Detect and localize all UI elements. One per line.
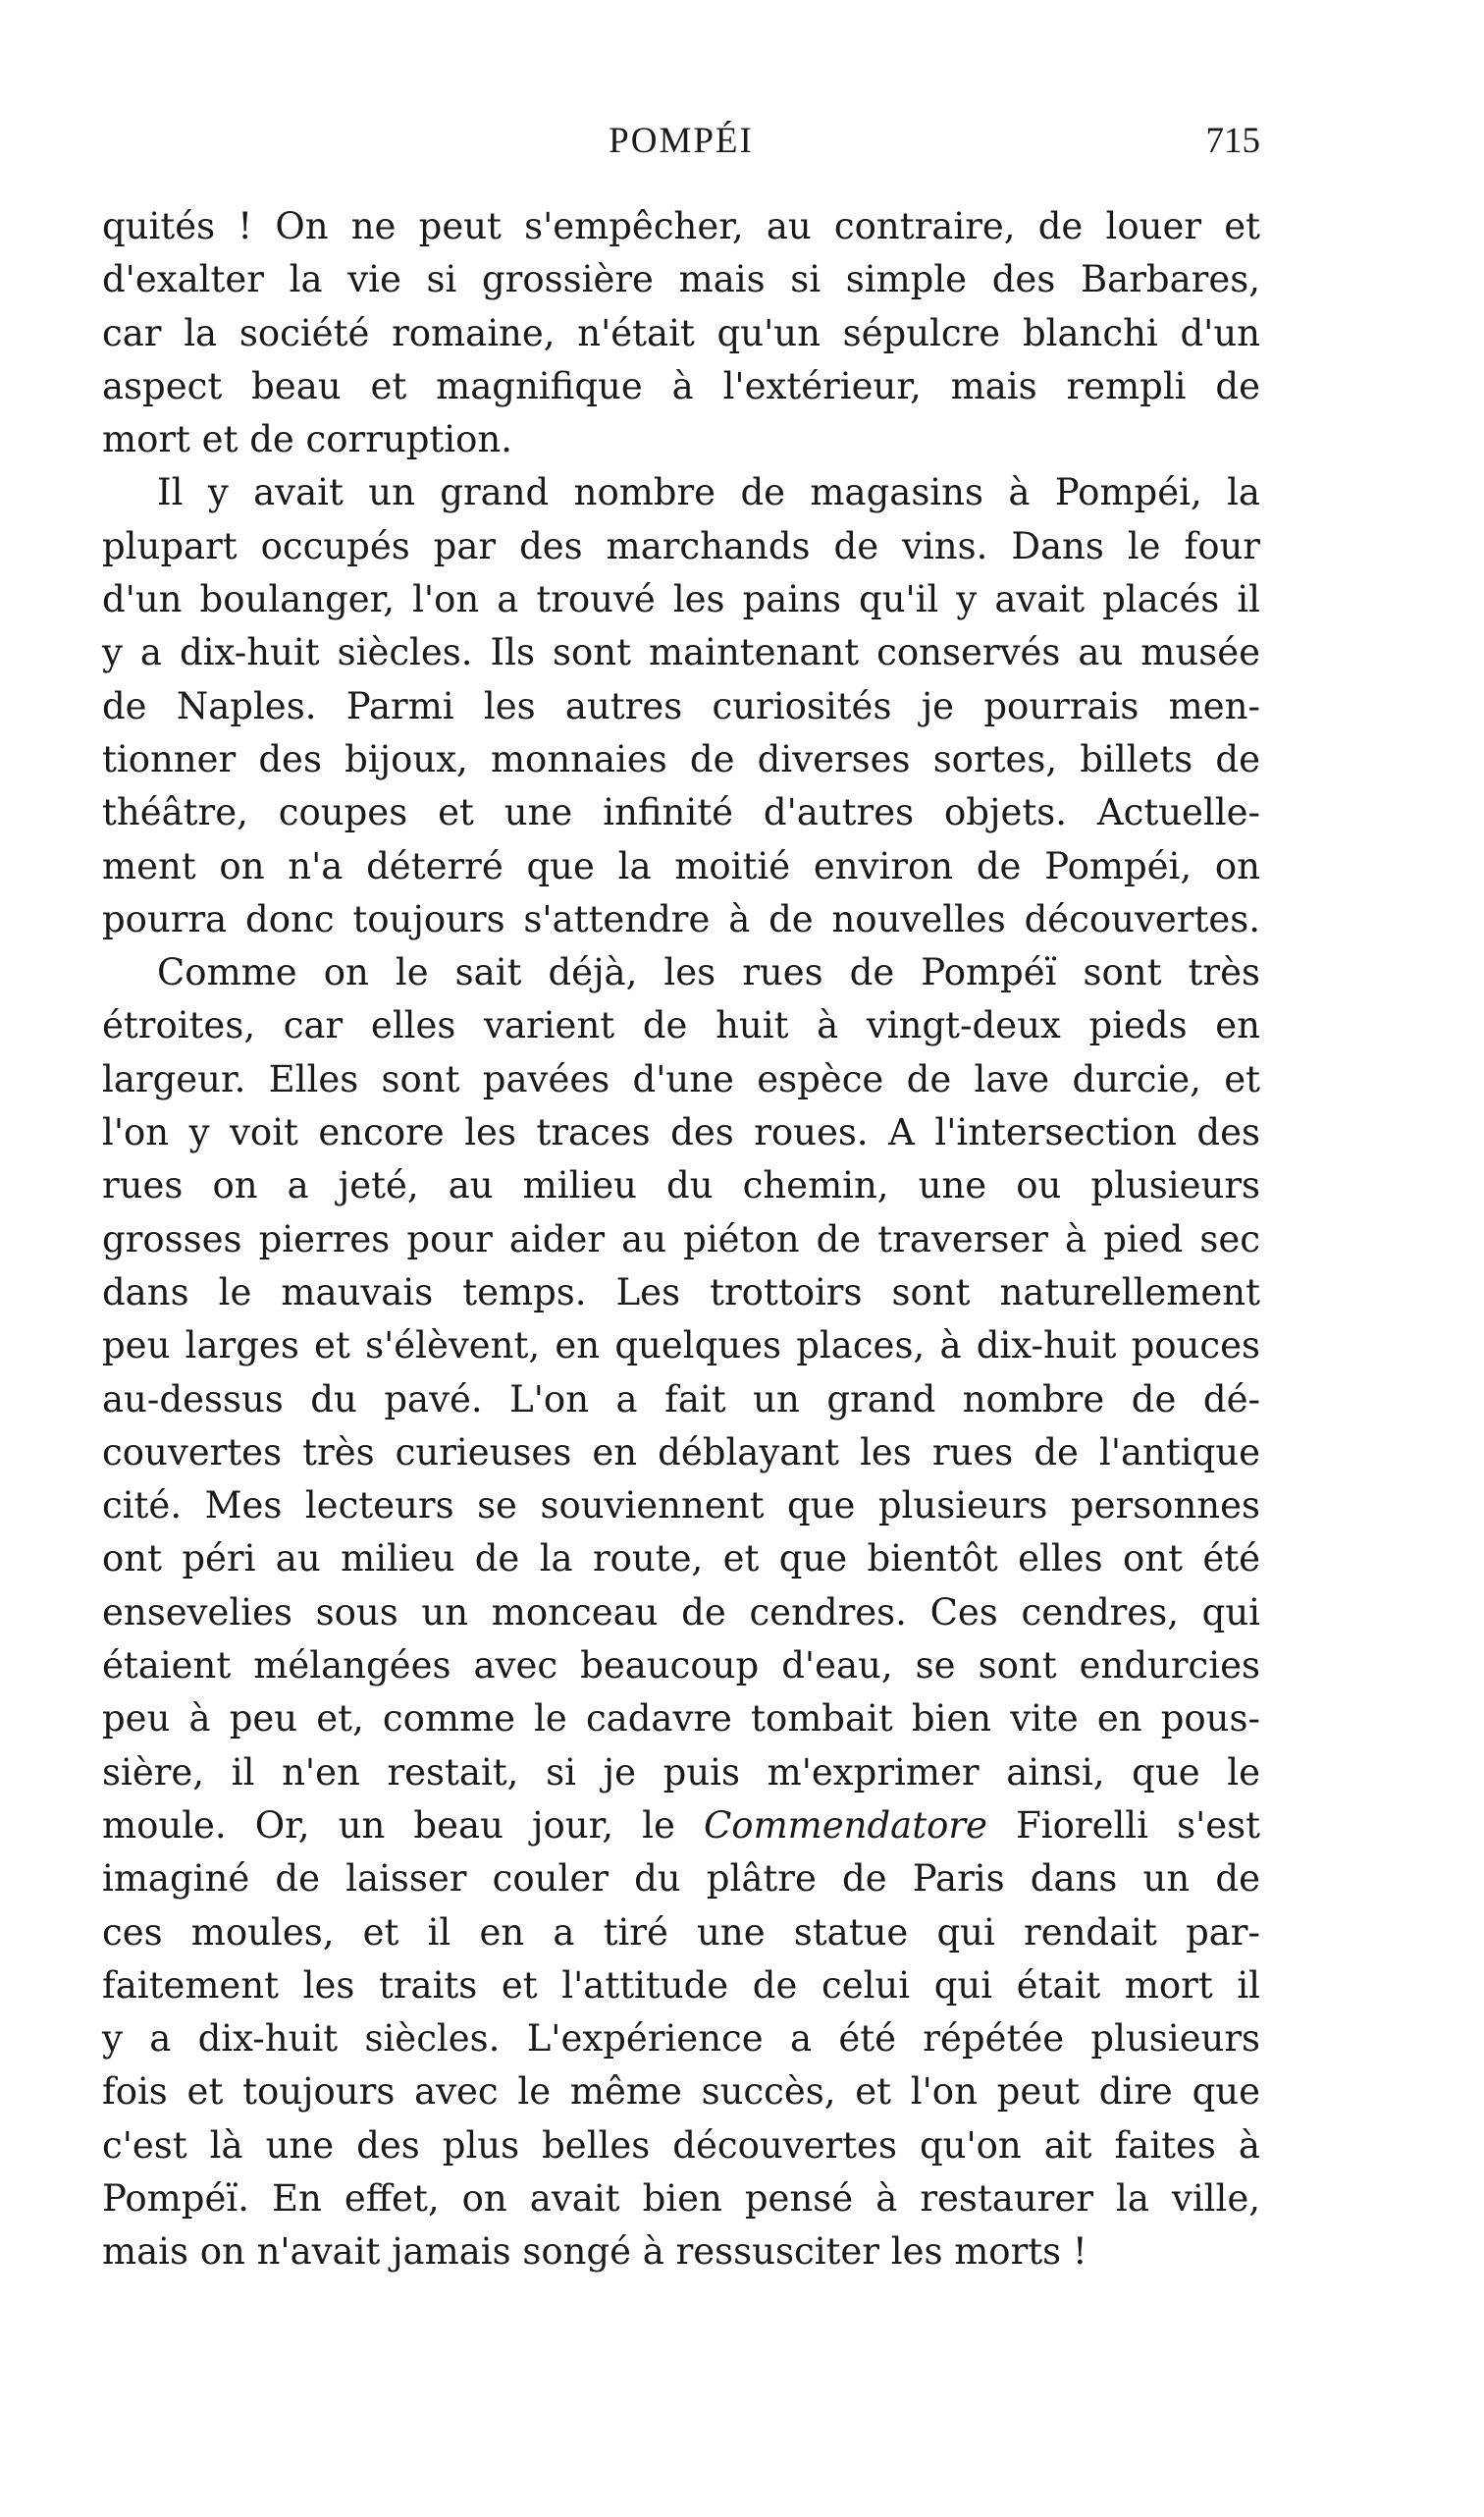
- text-line: d'exalter la vie si grossière mais si simple des Barbares,: [102, 258, 1260, 301]
- text-line: mort et de corruption.: [102, 418, 513, 461]
- text-line: cité. Mes lecteurs se souviennent que plusieurs personnes: [102, 1484, 1260, 1527]
- text-line: l'on y voit encore les traces des roues. A l'intersection des: [102, 1111, 1260, 1154]
- text-line: y a dix-huit siècles. L'expérience a été répétée plusieurs: [102, 2017, 1260, 2061]
- text-line: au-dessus du pavé. L'on a fait un grand nombre de dé-: [102, 1377, 1260, 1420]
- text-line: ensevelies sous un monceau de cendres. Ces cendres, qui: [102, 1590, 1260, 1633]
- text-line: [102, 1799, 1260, 1852]
- text-line: peu à peu et, comme le cadavre tombait bien vite en pous-: [102, 1697, 1260, 1740]
- text-line: Il y avait un grand nombre de magasins à Pompéi, la: [157, 471, 1260, 514]
- text-line: rues on a jeté, au milieu du chemin, une ou plusieurs: [102, 1164, 1260, 1207]
- text-line: théâtre, coupes et une infinité d'autres objets. Actuelle-: [102, 791, 1260, 834]
- text-line: plupart occupés par des marchands de vins. Dans le four: [102, 524, 1260, 567]
- text-line: pourra donc toujours s'attendre à de nouvelles découvertes.: [102, 897, 1260, 940]
- italic-title: Commendatore: [704, 1803, 987, 1847]
- text-line: largeur. Elles sont pavées d'une espèce de lave durcie, et: [102, 1057, 1260, 1100]
- text-line: quités ! On ne peut s'empêcher, au contraire, de louer et: [102, 205, 1260, 247]
- text-line: tionner des bijoux, monnaies de diverses sortes, billets de: [102, 737, 1260, 780]
- text-line: ment on n'a déterré que la moitié environ de Pompéi, on: [102, 844, 1260, 887]
- text-line: ont péri au milieu de la route, et que bientôt elles ont été: [102, 1537, 1260, 1580]
- text-line: Pompéï. En effet, on avait bien pensé à restaurer la ville,: [102, 2176, 1260, 2220]
- text-segment: moule. Or, un beau jour, le: [102, 1803, 675, 1847]
- text-line: faitement les traits et l'attitude de celui qui était mort il: [102, 1963, 1260, 2007]
- page-number: 715: [1205, 121, 1260, 161]
- text-line: aspect beau et magnifique à l'extérieur, mais rempli de: [102, 364, 1260, 407]
- running-title: POMPÉI: [609, 121, 754, 161]
- text-line: car la société romaine, n'était qu'un sépulcre blanchi d'un: [102, 311, 1260, 354]
- text-line: de Naples. Parmi les autres curiosités je pourrais men-: [102, 684, 1260, 727]
- text-line: c'est là une des plus belles découvertes qu'on ait faites à: [102, 2123, 1260, 2167]
- text-segment: Fiorelli s'est: [1016, 1803, 1261, 1847]
- text-line: y a dix-huit siècles. Ils sont maintenant conservés au musée: [102, 631, 1260, 674]
- text-line: étaient mélangées avec beaucoup d'eau, se sont endurcies: [102, 1644, 1260, 1687]
- text-line: grosses pierres pour aider au piéton de traverser à pied sec: [102, 1217, 1260, 1260]
- text-line: Comme on le sait déjà, les rues de Pompéï sont très: [157, 951, 1260, 994]
- text-line: peu larges et s'élèvent, en quelques places, à dix-huit pouces: [102, 1324, 1260, 1367]
- running-head: [102, 120, 1260, 167]
- text-line: ces moules, et il en a tiré une statue qui rendait par-: [102, 1910, 1260, 1954]
- text-line: mais on n'avait jamais songé à ressusciter les morts !: [102, 2230, 1087, 2274]
- text-line: fois et toujours avec le même succès, et l'on peut dire que: [102, 2070, 1260, 2114]
- text-line: étroites, car elles varient de huit à vingt-deux pieds en: [102, 1004, 1260, 1047]
- text-line: sière, il n'en restait, si je puis m'exprimer ainsi, que le: [102, 1750, 1260, 1794]
- body-text: [102, 200, 1260, 2279]
- text-line: couvertes très curieuses en déblayant les rues de l'antique: [102, 1430, 1260, 1473]
- text-line: imaginé de laisser couler du plâtre de Paris dans un de: [102, 1857, 1260, 1901]
- text-line: d'un boulanger, l'on a trouvé les pains qu'il y avait placés il: [102, 578, 1260, 621]
- text-line: dans le mauvais temps. Les trottoirs sont naturellement: [102, 1270, 1260, 1313]
